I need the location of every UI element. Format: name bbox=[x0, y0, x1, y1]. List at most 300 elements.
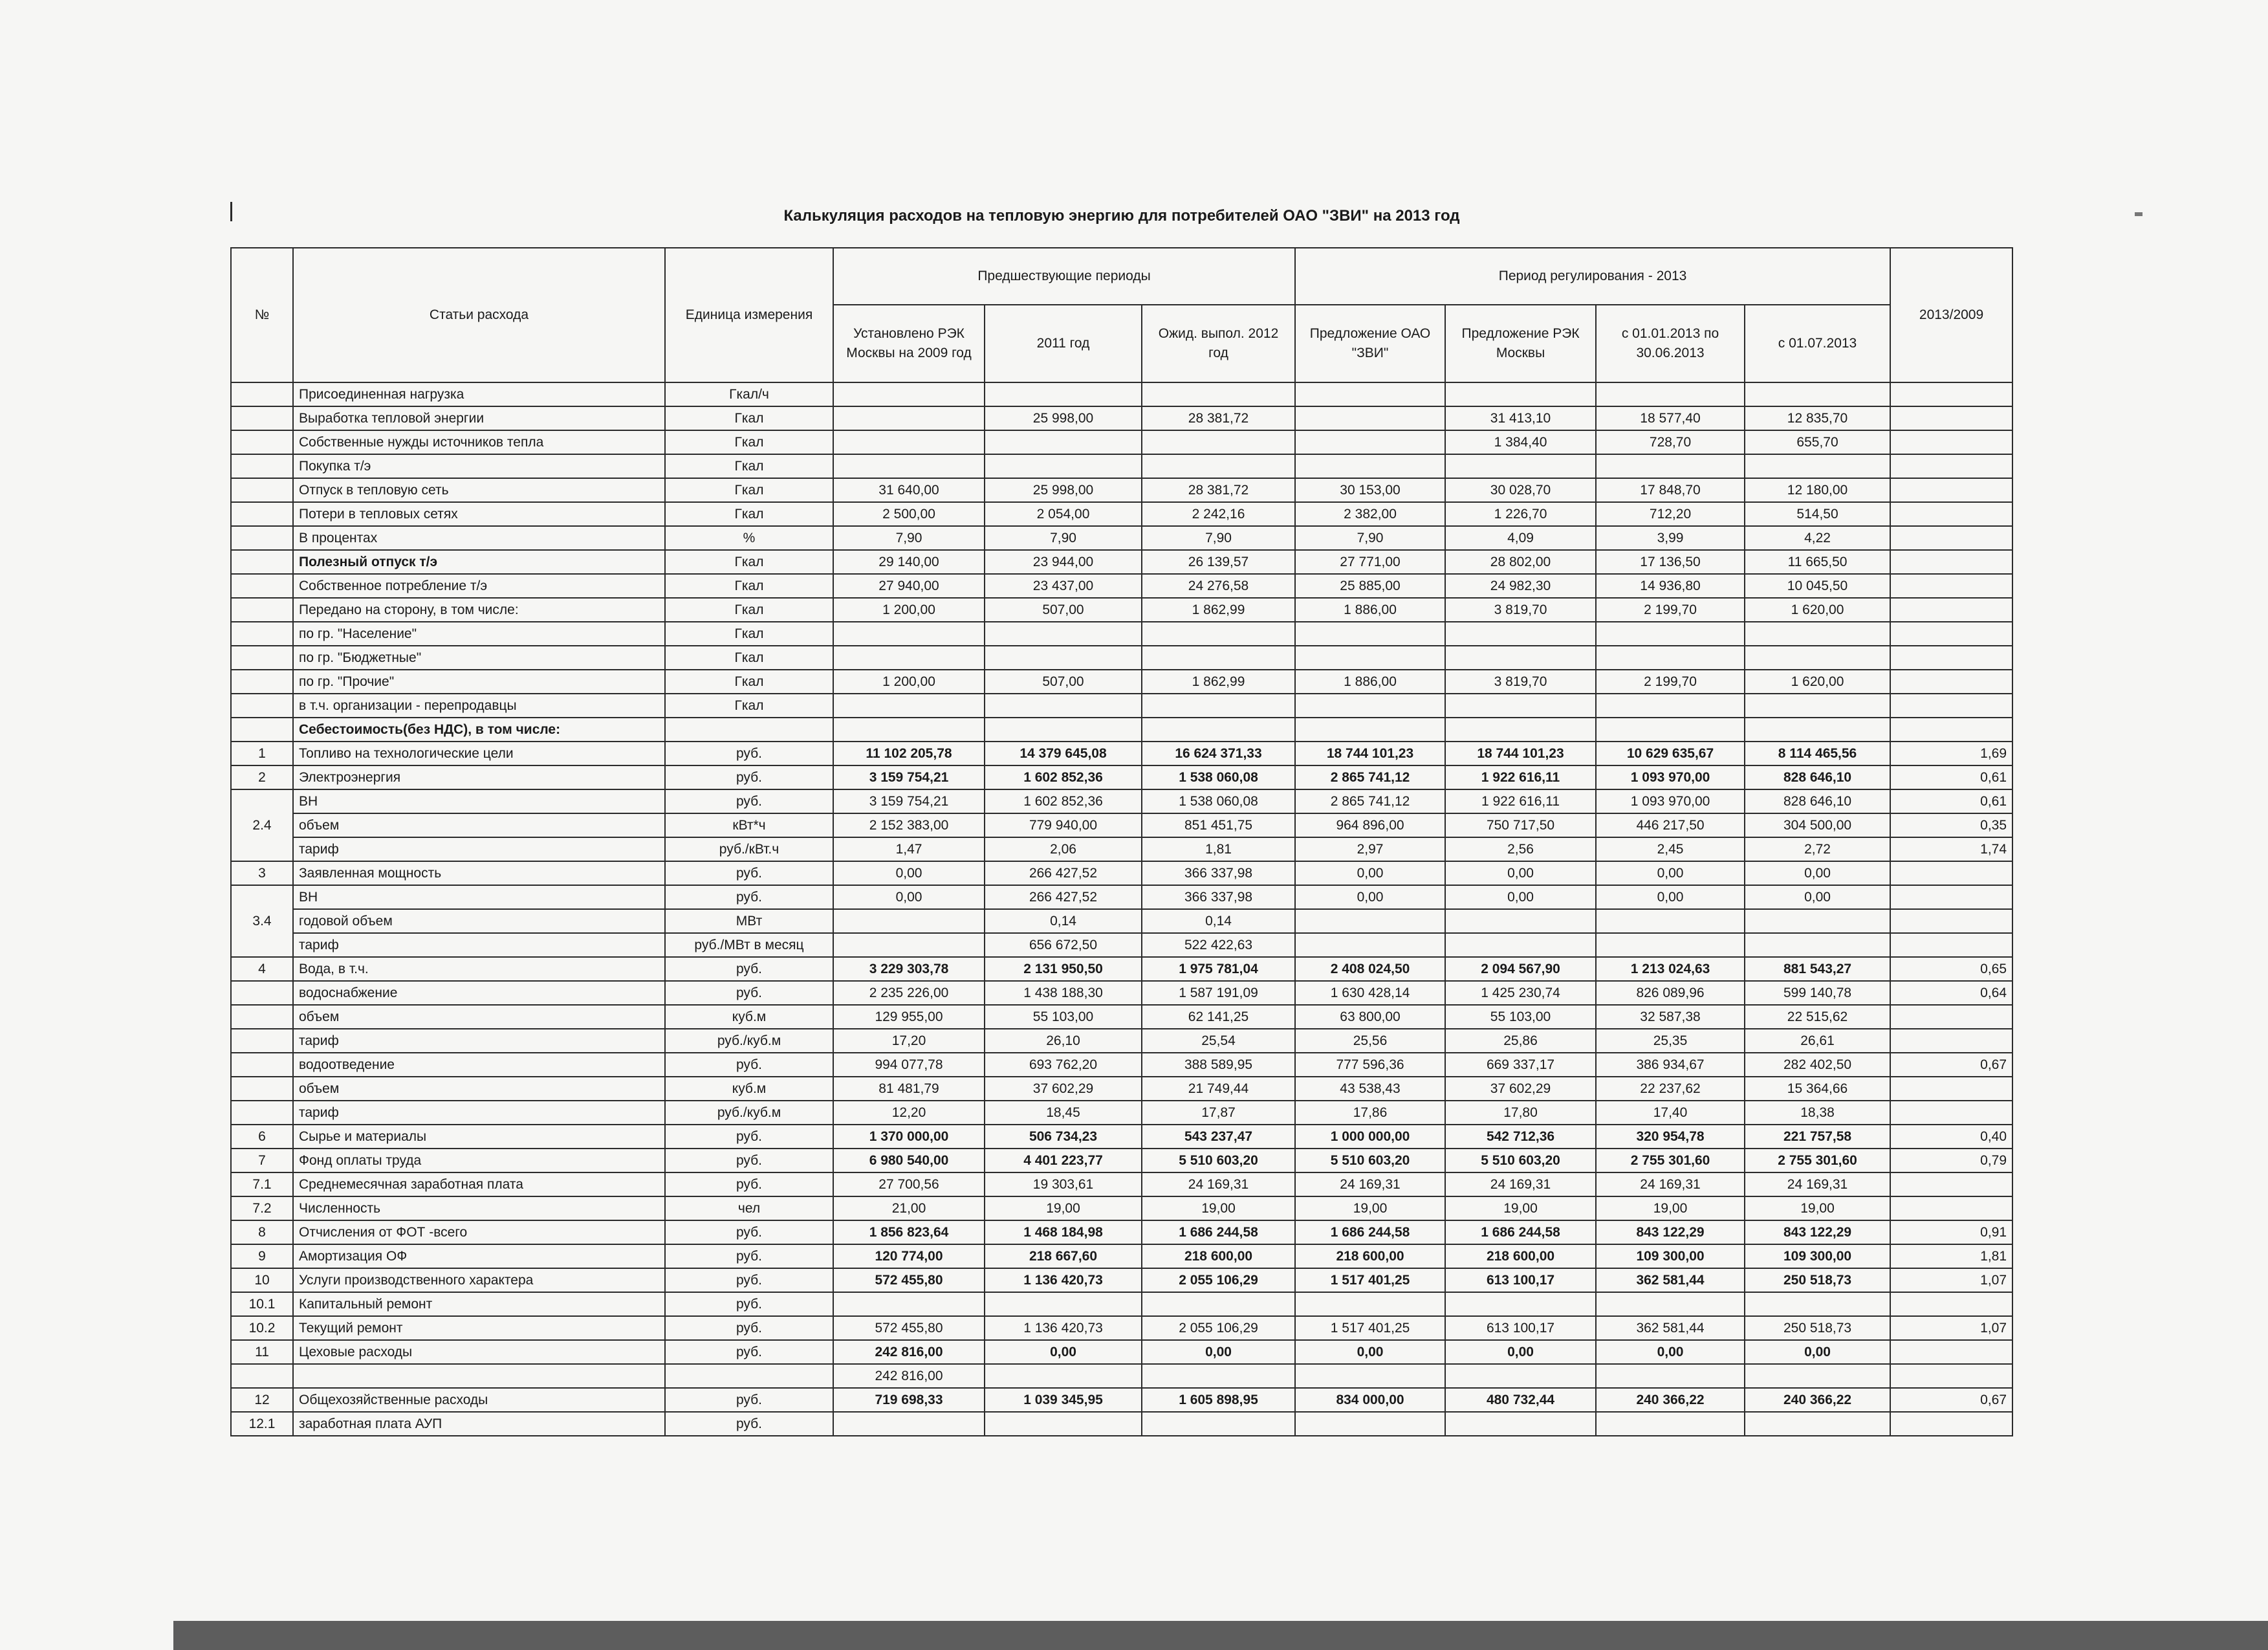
row-value: 613 100,17 bbox=[1445, 1268, 1596, 1292]
row-item-name: Текущий ремонт bbox=[293, 1316, 665, 1340]
row-item-name: объем bbox=[293, 1005, 665, 1029]
row-value: 30 028,70 bbox=[1445, 478, 1596, 502]
row-unit: Гкал bbox=[665, 406, 833, 430]
row-value: 129 955,00 bbox=[833, 1005, 985, 1029]
row-item-name: Вода, в т.ч. bbox=[293, 957, 665, 981]
row-item-name: Отпуск в тепловую сеть bbox=[293, 478, 665, 502]
row-value: 366 337,98 bbox=[1142, 861, 1295, 885]
row-value: 17,80 bbox=[1445, 1101, 1596, 1125]
row-item-name: Электроэнергия bbox=[293, 765, 665, 789]
row-value: 1 620,00 bbox=[1745, 598, 1890, 622]
row-item-name: по гр. "Население" bbox=[293, 622, 665, 646]
table-row bbox=[231, 1101, 2012, 1125]
row-value bbox=[1745, 933, 1890, 957]
row-value: 17,87 bbox=[1142, 1101, 1295, 1125]
row-ratio bbox=[1890, 718, 2012, 742]
row-unit: куб.м bbox=[665, 1077, 833, 1101]
row-value bbox=[833, 694, 985, 718]
row-unit: руб. bbox=[665, 1388, 833, 1412]
row-ratio: 0,35 bbox=[1890, 813, 2012, 837]
row-value: 2,72 bbox=[1745, 837, 1890, 861]
row-value: 0,14 bbox=[1142, 909, 1295, 933]
row-value: 843 122,29 bbox=[1745, 1220, 1890, 1244]
table-row bbox=[231, 885, 2012, 909]
row-item-name: ВН bbox=[293, 789, 665, 813]
row-value: 4,22 bbox=[1745, 526, 1890, 550]
row-ratio bbox=[1890, 694, 2012, 718]
row-value bbox=[1596, 622, 1745, 646]
row-item-name: тариф bbox=[293, 933, 665, 957]
row-value: 10 629 635,67 bbox=[1596, 742, 1745, 765]
row-unit: руб. bbox=[665, 789, 833, 813]
row-unit: руб. bbox=[665, 1268, 833, 1292]
row-value: 0,00 bbox=[833, 885, 985, 909]
row-ratio: 0,67 bbox=[1890, 1388, 2012, 1412]
row-value: 18,38 bbox=[1745, 1101, 1890, 1125]
row-value: 779 940,00 bbox=[985, 813, 1142, 837]
row-value: 5 510 603,20 bbox=[1445, 1149, 1596, 1172]
row-value: 17,86 bbox=[1295, 1101, 1445, 1125]
row-value: 29 140,00 bbox=[833, 550, 985, 574]
row-value: 1 213 024,63 bbox=[1596, 957, 1745, 981]
row-value bbox=[1596, 694, 1745, 718]
row-item-name: водоснабжение bbox=[293, 981, 665, 1005]
row-number bbox=[231, 406, 293, 430]
row-number bbox=[231, 598, 293, 622]
row-value bbox=[1445, 1412, 1596, 1436]
row-value: 2,97 bbox=[1295, 837, 1445, 861]
row-item-name: Цеховые расходы bbox=[293, 1340, 665, 1364]
row-unit: Гкал bbox=[665, 598, 833, 622]
row-ratio bbox=[1890, 1029, 2012, 1053]
row-ratio bbox=[1890, 430, 2012, 454]
row-item-name: годовой объем bbox=[293, 909, 665, 933]
row-value bbox=[985, 454, 1142, 478]
row-ratio: 1,07 bbox=[1890, 1268, 2012, 1292]
row-value bbox=[1295, 622, 1445, 646]
row-unit: руб./МВт в месяц bbox=[665, 933, 833, 957]
row-value bbox=[1295, 430, 1445, 454]
row-number: 9 bbox=[231, 1244, 293, 1268]
row-unit: руб. bbox=[665, 861, 833, 885]
row-value: 2 755 301,60 bbox=[1745, 1149, 1890, 1172]
table-row bbox=[231, 1125, 2012, 1149]
row-value: 25,86 bbox=[1445, 1029, 1596, 1053]
row-ratio bbox=[1890, 1101, 2012, 1125]
row-value bbox=[1142, 454, 1295, 478]
row-ratio bbox=[1890, 1364, 2012, 1388]
row-value: 1 039 345,95 bbox=[985, 1388, 1142, 1412]
row-ratio bbox=[1890, 1172, 2012, 1196]
row-unit bbox=[665, 1364, 833, 1388]
row-value bbox=[1295, 933, 1445, 957]
table-body bbox=[231, 382, 2012, 1436]
row-item-name: Общехозяйственные расходы bbox=[293, 1388, 665, 1412]
row-unit: Гкал bbox=[665, 550, 833, 574]
row-value: 282 402,50 bbox=[1745, 1053, 1890, 1077]
row-value: 240 366,22 bbox=[1745, 1388, 1890, 1412]
row-value: 542 712,36 bbox=[1445, 1125, 1596, 1149]
row-item-name: заработная плата АУП bbox=[293, 1412, 665, 1436]
row-value bbox=[1445, 933, 1596, 957]
row-unit: руб. bbox=[665, 957, 833, 981]
row-value: 2 152 383,00 bbox=[833, 813, 985, 837]
table-row bbox=[231, 1149, 2012, 1172]
row-value: 18 744 101,23 bbox=[1295, 742, 1445, 765]
row-item-name: объем bbox=[293, 813, 665, 837]
row-item-name: Среднемесячная заработная плата bbox=[293, 1172, 665, 1196]
row-ratio bbox=[1890, 598, 2012, 622]
row-value bbox=[1445, 454, 1596, 478]
row-item-name: Присоединенная нагрузка bbox=[293, 382, 665, 406]
row-value: 1 862,99 bbox=[1142, 598, 1295, 622]
header-group-regulation: Период регулирования - 2013 bbox=[1295, 248, 1890, 305]
row-number: 10.2 bbox=[231, 1316, 293, 1340]
row-value: 304 500,00 bbox=[1745, 813, 1890, 837]
row-number bbox=[231, 981, 293, 1005]
row-value: 1 384,40 bbox=[1445, 430, 1596, 454]
row-value: 0,00 bbox=[985, 1340, 1142, 1364]
row-value: 0,00 bbox=[833, 861, 985, 885]
row-value: 2 055 106,29 bbox=[1142, 1316, 1295, 1340]
row-value: 24 982,30 bbox=[1445, 574, 1596, 598]
row-value: 728,70 bbox=[1596, 430, 1745, 454]
row-value: 1 517 401,25 bbox=[1295, 1268, 1445, 1292]
row-value: 2 500,00 bbox=[833, 502, 985, 526]
row-value bbox=[1142, 622, 1295, 646]
table-row bbox=[231, 1053, 2012, 1077]
header-no: № bbox=[231, 248, 293, 382]
row-number bbox=[231, 1053, 293, 1077]
row-item-name: Отчисления от ФОТ -всего bbox=[293, 1220, 665, 1244]
row-ratio: 1,74 bbox=[1890, 837, 2012, 861]
row-value: 2 755 301,60 bbox=[1596, 1149, 1745, 1172]
row-value: 7,90 bbox=[1295, 526, 1445, 550]
table-row bbox=[231, 1364, 2012, 1388]
row-item-name: Капитальный ремонт bbox=[293, 1292, 665, 1316]
row-value: 881 543,27 bbox=[1745, 957, 1890, 981]
row-value bbox=[1142, 1364, 1295, 1388]
row-value: 30 153,00 bbox=[1295, 478, 1445, 502]
row-value: 242 816,00 bbox=[833, 1340, 985, 1364]
row-value: 1 425 230,74 bbox=[1445, 981, 1596, 1005]
row-value: 28 802,00 bbox=[1445, 550, 1596, 574]
row-value bbox=[1596, 454, 1745, 478]
row-value: 1 538 060,08 bbox=[1142, 789, 1295, 813]
table-row bbox=[231, 1244, 2012, 1268]
row-value: 1 602 852,36 bbox=[985, 789, 1142, 813]
row-value: 1 587 191,09 bbox=[1142, 981, 1295, 1005]
row-unit: Гкал bbox=[665, 454, 833, 478]
row-ratio bbox=[1890, 909, 2012, 933]
row-value bbox=[1445, 909, 1596, 933]
row-value bbox=[1142, 718, 1295, 742]
row-value: 2 242,16 bbox=[1142, 502, 1295, 526]
row-value bbox=[833, 1292, 985, 1316]
row-value: 0,00 bbox=[1295, 861, 1445, 885]
row-item-name: Собственное потребление т/э bbox=[293, 574, 665, 598]
row-item-name: Потери в тепловых сетях bbox=[293, 502, 665, 526]
row-value: 1,47 bbox=[833, 837, 985, 861]
row-value: 1 620,00 bbox=[1745, 670, 1890, 694]
row-value bbox=[833, 909, 985, 933]
table-row bbox=[231, 1196, 2012, 1220]
row-value: 1 370 000,00 bbox=[833, 1125, 985, 1149]
row-unit: руб./кВт.ч bbox=[665, 837, 833, 861]
row-value bbox=[833, 718, 985, 742]
row-value bbox=[1745, 1292, 1890, 1316]
row-value: 14 936,80 bbox=[1596, 574, 1745, 598]
scan-mark-right bbox=[2135, 212, 2143, 216]
row-value: 37 602,29 bbox=[985, 1077, 1142, 1101]
row-item-name: Амортизация ОФ bbox=[293, 1244, 665, 1268]
row-value: 55 103,00 bbox=[1445, 1005, 1596, 1029]
row-value: 0,14 bbox=[985, 909, 1142, 933]
row-value: 1 686 244,58 bbox=[1445, 1220, 1596, 1244]
row-value: 109 300,00 bbox=[1745, 1244, 1890, 1268]
row-value: 19,00 bbox=[1445, 1196, 1596, 1220]
table-row bbox=[231, 1005, 2012, 1029]
row-value bbox=[985, 1292, 1142, 1316]
row-number bbox=[231, 622, 293, 646]
row-item-name: по гр. "Прочие" bbox=[293, 670, 665, 694]
row-value: 362 581,44 bbox=[1596, 1268, 1745, 1292]
row-item-name: по гр. "Бюджетные" bbox=[293, 646, 665, 670]
row-item-name: Покупка т/э bbox=[293, 454, 665, 478]
row-value: 55 103,00 bbox=[985, 1005, 1142, 1029]
row-value: 15 364,66 bbox=[1745, 1077, 1890, 1101]
table-row bbox=[231, 957, 2012, 981]
header-col-zvi-proposal: Предложение ОАО "ЗВИ" bbox=[1295, 305, 1445, 382]
row-value: 4 401 223,77 bbox=[985, 1149, 1142, 1172]
row-number: 12.1 bbox=[231, 1412, 293, 1436]
row-unit: Гкал bbox=[665, 430, 833, 454]
row-unit: руб. bbox=[665, 1412, 833, 1436]
row-value: 4,09 bbox=[1445, 526, 1596, 550]
table-row bbox=[231, 981, 2012, 1005]
row-ratio bbox=[1890, 622, 2012, 646]
row-value: 43 538,43 bbox=[1295, 1077, 1445, 1101]
row-value: 320 954,78 bbox=[1596, 1125, 1745, 1149]
row-value bbox=[1596, 718, 1745, 742]
row-value bbox=[1745, 909, 1890, 933]
row-value: 19,00 bbox=[1745, 1196, 1890, 1220]
row-value: 572 455,80 bbox=[833, 1316, 985, 1340]
table-row bbox=[231, 646, 2012, 670]
table-row bbox=[231, 574, 2012, 598]
row-value: 2 094 567,90 bbox=[1445, 957, 1596, 981]
row-item-name: Собственные нужды источников тепла bbox=[293, 430, 665, 454]
row-ratio bbox=[1890, 454, 2012, 478]
row-number bbox=[231, 454, 293, 478]
row-value: 386 934,67 bbox=[1596, 1053, 1745, 1077]
row-value bbox=[985, 622, 1142, 646]
row-value: 7,90 bbox=[985, 526, 1142, 550]
row-value: 11 665,50 bbox=[1745, 550, 1890, 574]
row-unit: Гкал bbox=[665, 694, 833, 718]
row-value bbox=[1295, 454, 1445, 478]
row-value: 27 940,00 bbox=[833, 574, 985, 598]
row-value: 218 667,60 bbox=[985, 1244, 1142, 1268]
row-value: 777 596,36 bbox=[1295, 1053, 1445, 1077]
row-number bbox=[231, 430, 293, 454]
row-value: 1 093 970,00 bbox=[1596, 789, 1745, 813]
row-value: 1 886,00 bbox=[1295, 670, 1445, 694]
row-number bbox=[231, 526, 293, 550]
row-value: 2 408 024,50 bbox=[1295, 957, 1445, 981]
row-value: 669 337,17 bbox=[1445, 1053, 1596, 1077]
row-value: 1 200,00 bbox=[833, 598, 985, 622]
row-value bbox=[1445, 694, 1596, 718]
row-value: 18,45 bbox=[985, 1101, 1142, 1125]
row-item-name: Передано на сторону, в том числе: bbox=[293, 598, 665, 622]
row-item-name: в т.ч. организации - перепродавцы bbox=[293, 694, 665, 718]
row-value: 655,70 bbox=[1745, 430, 1890, 454]
row-unit: руб. bbox=[665, 1053, 833, 1077]
row-value: 0,00 bbox=[1596, 861, 1745, 885]
row-ratio bbox=[1890, 933, 2012, 957]
row-value: 22 515,62 bbox=[1745, 1005, 1890, 1029]
row-ratio bbox=[1890, 670, 2012, 694]
row-value: 19,00 bbox=[1142, 1196, 1295, 1220]
row-value: 0,00 bbox=[1745, 861, 1890, 885]
row-value: 25 885,00 bbox=[1295, 574, 1445, 598]
row-value bbox=[1745, 646, 1890, 670]
table-row bbox=[231, 1172, 2012, 1196]
row-value: 6 980 540,00 bbox=[833, 1149, 985, 1172]
row-number bbox=[231, 1005, 293, 1029]
row-value: 25,35 bbox=[1596, 1029, 1745, 1053]
row-number: 3.4 bbox=[231, 885, 293, 957]
row-value: 18 744 101,23 bbox=[1445, 742, 1596, 765]
row-item-name: В процентах bbox=[293, 526, 665, 550]
row-value: 32 587,38 bbox=[1596, 1005, 1745, 1029]
row-item-name: ВН bbox=[293, 885, 665, 909]
table-row bbox=[231, 478, 2012, 502]
row-value: 3,99 bbox=[1596, 526, 1745, 550]
header-col-rek-2009: Установлено РЭК Москвы на 2009 год bbox=[833, 305, 985, 382]
row-value bbox=[985, 382, 1142, 406]
row-value: 23 944,00 bbox=[985, 550, 1142, 574]
header-col-h2-2013: с 01.07.2013 bbox=[1745, 305, 1890, 382]
table-row bbox=[231, 382, 2012, 406]
header-group-previous: Предшествующие периоды bbox=[833, 248, 1295, 305]
row-number bbox=[231, 646, 293, 670]
header-ratio: 2013/2009 bbox=[1890, 248, 2012, 382]
row-value: 31 413,10 bbox=[1445, 406, 1596, 430]
header-col-2012-expected: Ожид. выпол. 2012 год bbox=[1142, 305, 1295, 382]
row-value: 26,10 bbox=[985, 1029, 1142, 1053]
row-value bbox=[1745, 382, 1890, 406]
row-item-name: водоотведение bbox=[293, 1053, 665, 1077]
row-value: 250 518,73 bbox=[1745, 1316, 1890, 1340]
row-ratio: 0,79 bbox=[1890, 1149, 2012, 1172]
row-ratio: 0,91 bbox=[1890, 1220, 2012, 1244]
row-number: 10.1 bbox=[231, 1292, 293, 1316]
row-ratio: 1,07 bbox=[1890, 1316, 2012, 1340]
row-value bbox=[833, 622, 985, 646]
row-value: 3 819,70 bbox=[1445, 598, 1596, 622]
cost-calculation-table bbox=[230, 247, 2013, 1436]
row-value bbox=[1745, 718, 1890, 742]
table-row bbox=[231, 598, 2012, 622]
row-value bbox=[833, 646, 985, 670]
row-value: 21 749,44 bbox=[1142, 1077, 1295, 1101]
row-value: 750 717,50 bbox=[1445, 813, 1596, 837]
row-value: 2 131 950,50 bbox=[985, 957, 1142, 981]
row-ratio bbox=[1890, 406, 2012, 430]
table-row bbox=[231, 1220, 2012, 1244]
row-value bbox=[985, 1364, 1142, 1388]
row-unit: руб. bbox=[665, 1340, 833, 1364]
row-value: 21,00 bbox=[833, 1196, 985, 1220]
row-value bbox=[1295, 909, 1445, 933]
row-unit: куб.м bbox=[665, 1005, 833, 1029]
row-value: 19 303,61 bbox=[985, 1172, 1142, 1196]
row-ratio bbox=[1890, 382, 2012, 406]
table-row bbox=[231, 550, 2012, 574]
row-ratio: 0,64 bbox=[1890, 981, 2012, 1005]
row-value bbox=[1596, 909, 1745, 933]
row-unit: Гкал bbox=[665, 478, 833, 502]
table-row bbox=[231, 622, 2012, 646]
row-value bbox=[1596, 933, 1745, 957]
row-value bbox=[1295, 718, 1445, 742]
table-row bbox=[231, 1340, 2012, 1364]
row-unit: Гкал bbox=[665, 502, 833, 526]
row-value: 1 517 401,25 bbox=[1295, 1316, 1445, 1340]
row-unit: чел bbox=[665, 1196, 833, 1220]
row-ratio bbox=[1890, 646, 2012, 670]
row-value bbox=[1142, 382, 1295, 406]
row-value: 37 602,29 bbox=[1445, 1077, 1596, 1101]
row-value: 3 819,70 bbox=[1445, 670, 1596, 694]
row-value: 2 382,00 bbox=[1295, 502, 1445, 526]
row-ratio bbox=[1890, 550, 2012, 574]
row-number: 2 bbox=[231, 765, 293, 789]
row-value: 828 646,10 bbox=[1745, 789, 1890, 813]
row-item-name bbox=[293, 1364, 665, 1388]
row-number bbox=[231, 1029, 293, 1053]
row-unit: руб./куб.м bbox=[665, 1029, 833, 1053]
row-number: 7.2 bbox=[231, 1196, 293, 1220]
row-number bbox=[231, 718, 293, 742]
row-value: 1 862,99 bbox=[1142, 670, 1295, 694]
row-value: 1 200,00 bbox=[833, 670, 985, 694]
row-value: 17,40 bbox=[1596, 1101, 1745, 1125]
row-value: 0,00 bbox=[1445, 885, 1596, 909]
row-value: 693 762,20 bbox=[985, 1053, 1142, 1077]
row-value bbox=[985, 430, 1142, 454]
row-value: 25 998,00 bbox=[985, 478, 1142, 502]
row-value bbox=[985, 646, 1142, 670]
row-ratio bbox=[1890, 1005, 2012, 1029]
table-row bbox=[231, 1268, 2012, 1292]
row-number bbox=[231, 382, 293, 406]
header-col-h1-2013: с 01.01.2013 по 30.06.2013 bbox=[1596, 305, 1745, 382]
row-value: 12,20 bbox=[833, 1101, 985, 1125]
row-number: 1 bbox=[231, 742, 293, 765]
row-value bbox=[1295, 646, 1445, 670]
row-value: 2 055 106,29 bbox=[1142, 1268, 1295, 1292]
row-item-name: Заявленная мощность bbox=[293, 861, 665, 885]
row-unit: руб. bbox=[665, 765, 833, 789]
row-value: 25,56 bbox=[1295, 1029, 1445, 1053]
row-value: 3 229 303,78 bbox=[833, 957, 985, 981]
row-value: 10 045,50 bbox=[1745, 574, 1890, 598]
row-unit: руб. bbox=[665, 1149, 833, 1172]
row-value bbox=[1745, 1364, 1890, 1388]
